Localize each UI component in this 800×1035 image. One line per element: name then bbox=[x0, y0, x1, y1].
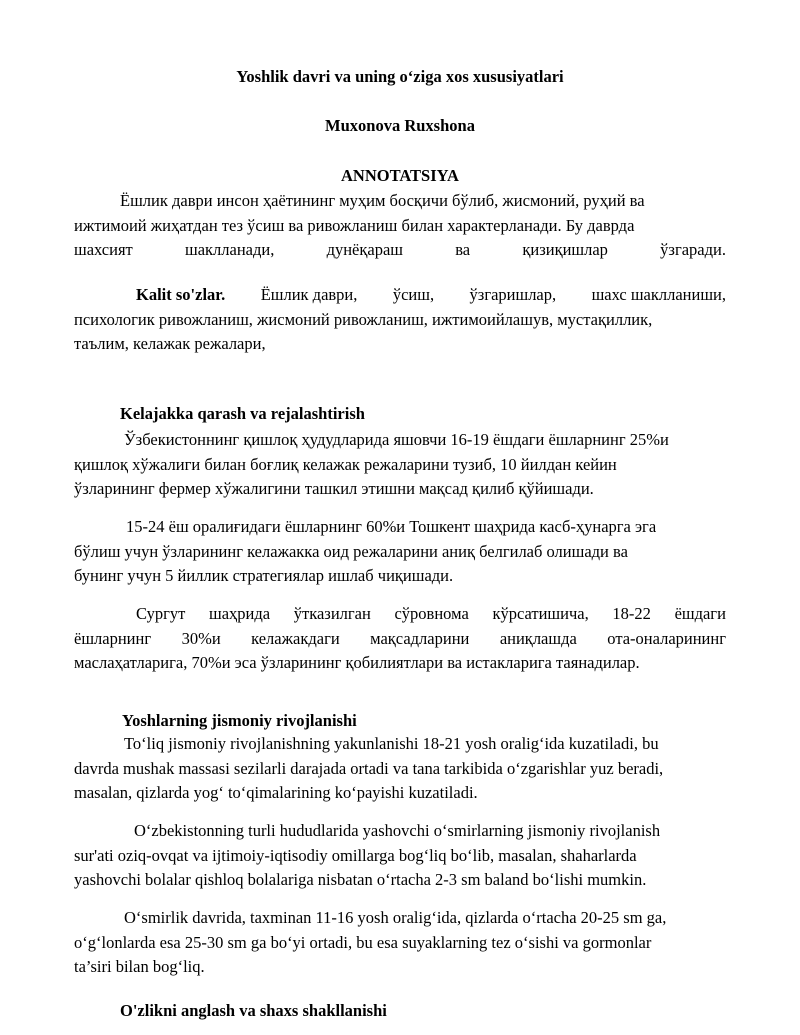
section-paragraph: Сургут шаҳрида ўтказилган сўровнома кўрсатишича, 18-22 ёшдаги ёшларнинг 30%и келажакдаги мақсадларини аниқлашда ота-оналарининг маслаҳатларига, 70%и эса ўзларининг қобилиятлари ва истакларига таянадилар. bbox=[74, 604, 726, 672]
section-paragraph: 15-24 ёш оралиғидаги ёшларнинг 60%и Тошкент шаҳрида касб-ҳунарга эга бўлиш учун ўзларининг келажакка оид режаларини аниқ белгилаб олишади ва бунинг учун 5 йиллик стратегиялар ишлаб чиқишади. bbox=[74, 517, 657, 585]
annotation-paragraph bbox=[74, 189, 726, 263]
annotation-line: ижтимоий жиҳатдан тез ўсиш ва ривожланиш билан характерланади. Бу даврда bbox=[74, 215, 635, 235]
annotation-line: Ёшлик даври инсон ҳаётининг муҳим босқичи бўлиб, жисмоний, руҳий ва bbox=[120, 191, 645, 210]
keywords-line: Kalit so'zlar. Ёшлик даври, ўсиш, ўзгаришлар, шахс шаклланиши, bbox=[74, 283, 726, 308]
keywords-line: таълим, келажак режалари, bbox=[74, 334, 266, 353]
keywords-paragraph bbox=[74, 283, 726, 357]
author-name: Muxonova Ruxshona bbox=[325, 116, 475, 135]
section-heading: O'zlikni anglash va shaxs shakllanishi bbox=[120, 1001, 387, 1020]
annotation-line-justified: шахсият шаклланади, дунёқараш ва қизиқишлар ўзгаради. bbox=[74, 240, 726, 259]
section-paragraph: O‘smirlik davrida, taxminan 11-16 yosh oralig‘ida, qizlarda o‘rtacha 20-25 sm ga, o‘g‘lonlarda esa 25-30 sm ga bo‘yi ortadi, bu esa suyaklarning tez o‘sishi va gormonlar ta’siri bilan bog‘liq. bbox=[74, 908, 667, 976]
keywords-label: Kalit so'zlar. bbox=[136, 285, 226, 304]
section-paragraph: Ўзбекистоннинг қишлоқ ҳудудларида яшовчи 16-19 ёшдаги ёшларнинг 25%и қишлоқ хўжалиги билан боғлиқ келажак режаларини тузиб, 10 йилдан кейин ўзларининг фермер хўжалигини ташкил этишни мақсад қилиб қўйишади. bbox=[74, 430, 669, 498]
section-paragraph: O‘zbekistonning turli hududlarida yashovchi o‘smirlarning jismoniy rivojlanish sur'ati oziq-ovqat va ijtimoiy-iqtisodiy omillarga bog‘liq bo‘lib, masalan, shaharlarda yashovchi bolalar qishloq bolalariga nisbatan o‘rtacha 2-3 sm baland bo‘lishi mumkin. bbox=[74, 821, 661, 889]
section-heading: Kelajakka qarash va rejalashtirish bbox=[120, 404, 365, 423]
section-heading: Yoshlarning jismoniy rivojlanishi bbox=[122, 711, 357, 730]
annotation-heading: ANNOTATSIYA bbox=[341, 166, 459, 185]
section-paragraph: To‘liq jismoniy rivojlanishning yakunlanishi 18-21 yosh oralig‘ida kuzatiladi, bu davrda mushak massasi sezilarli darajada ortadi va tana tarkibida o‘zgarishlar yuz beradi, masalan, qizlarda yog‘ to‘qimalarining ko‘payishi kuzatiladi. bbox=[74, 734, 664, 802]
keywords-line: психологик ривожланиш, жисмоний ривожланиш, ижтимоийлашув, мустақиллик, bbox=[74, 309, 653, 329]
document-title: Yoshlik davri va uning o‘ziga xos xususiyatlari bbox=[236, 67, 564, 86]
